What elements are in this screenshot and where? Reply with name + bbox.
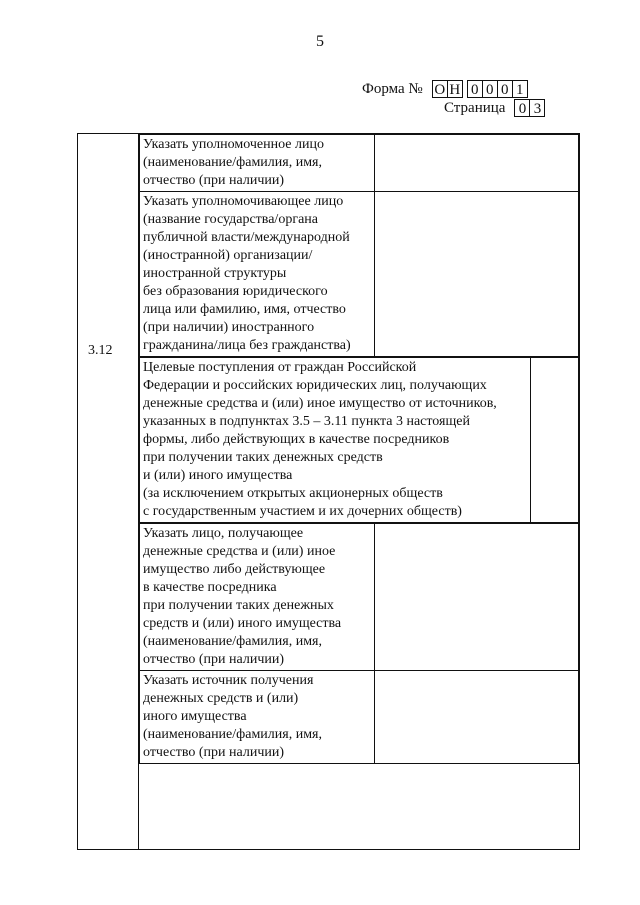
form-code-box: 0: [497, 80, 513, 98]
bottom-rows: [139, 523, 579, 764]
form-code-box: 0: [467, 80, 483, 98]
value-cell[interactable]: [375, 671, 579, 764]
row-label: Указать лицо, получающее денежные средства и (или) иное имущество либо действующее в качестве посредника при получении таких денежных средств и (или) иного имущества (наименование/фамилия, имя, отчество (при наличии): [143, 526, 342, 667]
form-code-box: 0: [482, 80, 498, 98]
form-code-box: О: [432, 80, 448, 98]
number-column: [78, 134, 139, 850]
form-code-box: 1: [512, 80, 528, 98]
table-row: [140, 135, 579, 192]
value-cell[interactable]: [375, 135, 579, 192]
row-label: Указать источник получения денежных средств и (или) иного имущества (наименование/фамилия, имя, отчество (при наличии): [143, 673, 322, 760]
form-code-box: Н: [447, 80, 463, 98]
form-label: Форма №: [362, 80, 423, 97]
section-text: Целевые поступления от граждан Российской Федерации и российских юридических лиц, получающих денежные средства и (или) иное имущество от источников, указанных в подпунктах 3.5 – 3.11 пункта 3 настоящей формы, либо действующих в качестве посредников при получении таких денежных средств и (или) иного имущества (за исключением открытых акционерных обществ с государственным участием и их дочерних обществ): [143, 360, 497, 519]
value-cell[interactable]: [375, 524, 579, 671]
table-row: [140, 192, 579, 357]
table-row: [140, 524, 579, 671]
section-number: 3.12: [88, 343, 113, 358]
page-box: 3: [529, 99, 545, 117]
form-code-boxes: [432, 80, 528, 98]
top-rows: [139, 134, 579, 357]
page-boxes: [514, 99, 545, 117]
page-box: 0: [514, 99, 530, 117]
form-header: [362, 80, 545, 117]
value-cell[interactable]: [375, 192, 579, 357]
section-row: [139, 357, 579, 523]
row-label: Указать уполномоченное лицо (наименование/фамилия, имя, отчество (при наличии): [143, 137, 324, 188]
row-label: Указать уполномочивающее лицо (название государства/органа публичной власти/международной (иностранной) организации/ иностранной структуры без образования юридического лица или фамилию, имя, отчество (при наличии) иностранного гражданина/лица без гражданства): [143, 194, 351, 353]
page-label: Страница: [444, 99, 506, 116]
form-table: [77, 133, 580, 850]
form-number-row: [362, 80, 545, 98]
content-column: [139, 134, 580, 850]
value-cell[interactable]: [531, 358, 579, 523]
page-counter-row: [362, 99, 545, 117]
table-row: [140, 671, 579, 764]
page-number: 5: [316, 33, 324, 50]
table-row: [140, 358, 579, 523]
